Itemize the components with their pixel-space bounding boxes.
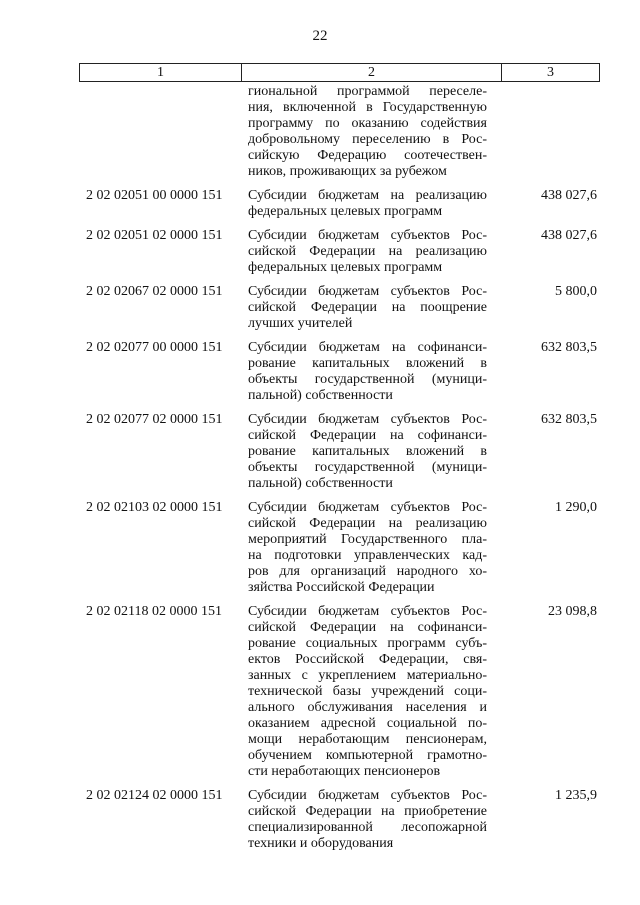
column-header-2: 2 bbox=[242, 64, 502, 81]
description-line: федеральных целевых программ bbox=[248, 204, 443, 219]
description-line: Субсидии бюджетам субъектов Рос- bbox=[248, 604, 487, 619]
description-line: пальной) собственности bbox=[248, 388, 393, 403]
table-row bbox=[0, 412, 640, 492]
budget-code: 2 02 02103 02 0000 151 bbox=[86, 500, 223, 515]
budget-code: 2 02 02051 02 0000 151 bbox=[86, 228, 223, 243]
description-line: сти неработающих пенсионеров bbox=[248, 764, 441, 779]
amount bbox=[487, 84, 597, 180]
description-line: сийской Федерации на реализацию bbox=[248, 244, 487, 259]
table-row bbox=[0, 228, 640, 276]
budget-code: 2 02 02067 02 0000 151 bbox=[86, 284, 223, 299]
description bbox=[248, 340, 487, 404]
description-line: ров для организаций народного хо- bbox=[248, 564, 487, 579]
table-row bbox=[0, 500, 640, 596]
description bbox=[248, 188, 487, 220]
page-number: 22 bbox=[312, 28, 328, 44]
amount: 23 098,8 bbox=[548, 604, 597, 619]
column-header-3: 3 bbox=[547, 64, 554, 80]
description-line: Субсидии бюджетам субъектов Рос- bbox=[248, 284, 487, 299]
table-row bbox=[0, 788, 640, 852]
budget-code bbox=[0, 84, 241, 180]
amount: 438 027,6 bbox=[541, 188, 597, 203]
table-row bbox=[0, 84, 640, 180]
table-row bbox=[0, 604, 640, 780]
description-line: Субсидии бюджетам субъектов Рос- bbox=[248, 412, 487, 427]
description bbox=[248, 788, 487, 852]
description bbox=[248, 604, 487, 780]
description bbox=[248, 284, 487, 332]
description-line: сийской Федерации на софинанси- bbox=[248, 620, 487, 635]
amount: 632 803,5 bbox=[541, 340, 597, 355]
description-line: зяйства Российской Федерации bbox=[248, 580, 435, 595]
budget-code: 2 02 02124 02 0000 151 bbox=[86, 788, 223, 803]
description-line: технической базы учреждений соци- bbox=[248, 684, 487, 699]
description-line: ектов Российской Федерации, свя- bbox=[248, 652, 487, 667]
budget-code: 2 02 02051 00 0000 151 bbox=[86, 188, 223, 203]
description-line: пальной) собственности bbox=[248, 476, 393, 491]
table-header bbox=[79, 63, 600, 82]
description-line: ников, проживающих за рубежом bbox=[248, 164, 447, 179]
description bbox=[248, 228, 487, 276]
description-line: мощи неработающим пенсионерам, bbox=[248, 732, 487, 747]
description-line: специализированной лесопожарной bbox=[248, 820, 487, 835]
description-line: объекты государственной (муници- bbox=[248, 460, 487, 475]
description-line: объекты государственной (муници- bbox=[248, 372, 487, 387]
description-line: сийской Федерации на реализацию bbox=[248, 516, 487, 531]
description-line: занных с укреплением материально- bbox=[248, 668, 487, 683]
description-line: программу по оказанию содействия bbox=[248, 116, 487, 131]
description-line: рование капитальных вложений в bbox=[248, 444, 487, 459]
description-line: гиональной программой переселе- bbox=[248, 84, 487, 99]
description-line: обучением компьютерной грамотно- bbox=[248, 748, 487, 763]
amount: 1 290,0 bbox=[555, 500, 597, 515]
description-line: Субсидии бюджетам на реализацию bbox=[248, 188, 487, 203]
description bbox=[248, 500, 487, 596]
table-body bbox=[0, 84, 640, 860]
description-line: сийской Федерации на поощрение bbox=[248, 300, 487, 315]
description-line: сийскую Федерацию соотечествен- bbox=[248, 148, 487, 163]
description-line: ния, включенной в Государственную bbox=[248, 100, 487, 115]
description-line: сийской Федерации на софинанси- bbox=[248, 428, 487, 443]
description-line: ального обслуживания населения и bbox=[248, 700, 487, 715]
budget-code: 2 02 02077 02 0000 151 bbox=[86, 412, 223, 427]
description bbox=[248, 412, 487, 492]
description-line: федеральных целевых программ bbox=[248, 260, 443, 275]
table-row bbox=[0, 340, 640, 404]
table-row bbox=[0, 188, 640, 220]
description-line: Субсидии бюджетам субъектов Рос- bbox=[248, 228, 487, 243]
description-line: на подготовки управленческих кад- bbox=[248, 548, 487, 563]
amount: 1 235,9 bbox=[555, 788, 597, 803]
table-row bbox=[0, 284, 640, 332]
description-line: техники и оборудования bbox=[248, 836, 394, 851]
column-header-1: 1 bbox=[80, 64, 242, 81]
amount: 5 800,0 bbox=[555, 284, 597, 299]
description-line: рование капитальных вложений в bbox=[248, 356, 487, 371]
description-line: лучших учителей bbox=[248, 316, 353, 331]
amount: 438 027,6 bbox=[541, 228, 597, 243]
description-line: Субсидии бюджетам субъектов Рос- bbox=[248, 788, 487, 803]
description-line: рование социальных программ субъ- bbox=[248, 636, 487, 651]
budget-code: 2 02 02118 02 0000 151 bbox=[86, 604, 222, 619]
description-line: оказанием адресной социальной по- bbox=[248, 716, 487, 731]
description-line: мероприятий Государственного пла- bbox=[248, 532, 487, 547]
description-line: Субсидии бюджетам на софинанси- bbox=[248, 340, 487, 355]
description-line: добровольному переселению в Рос- bbox=[248, 132, 487, 147]
description-line: сийской Федерации на приобретение bbox=[248, 804, 487, 819]
amount: 632 803,5 bbox=[541, 412, 597, 427]
description bbox=[248, 84, 487, 180]
description-line: Субсидии бюджетам субъектов Рос- bbox=[248, 500, 487, 515]
budget-code: 2 02 02077 00 0000 151 bbox=[86, 340, 223, 355]
